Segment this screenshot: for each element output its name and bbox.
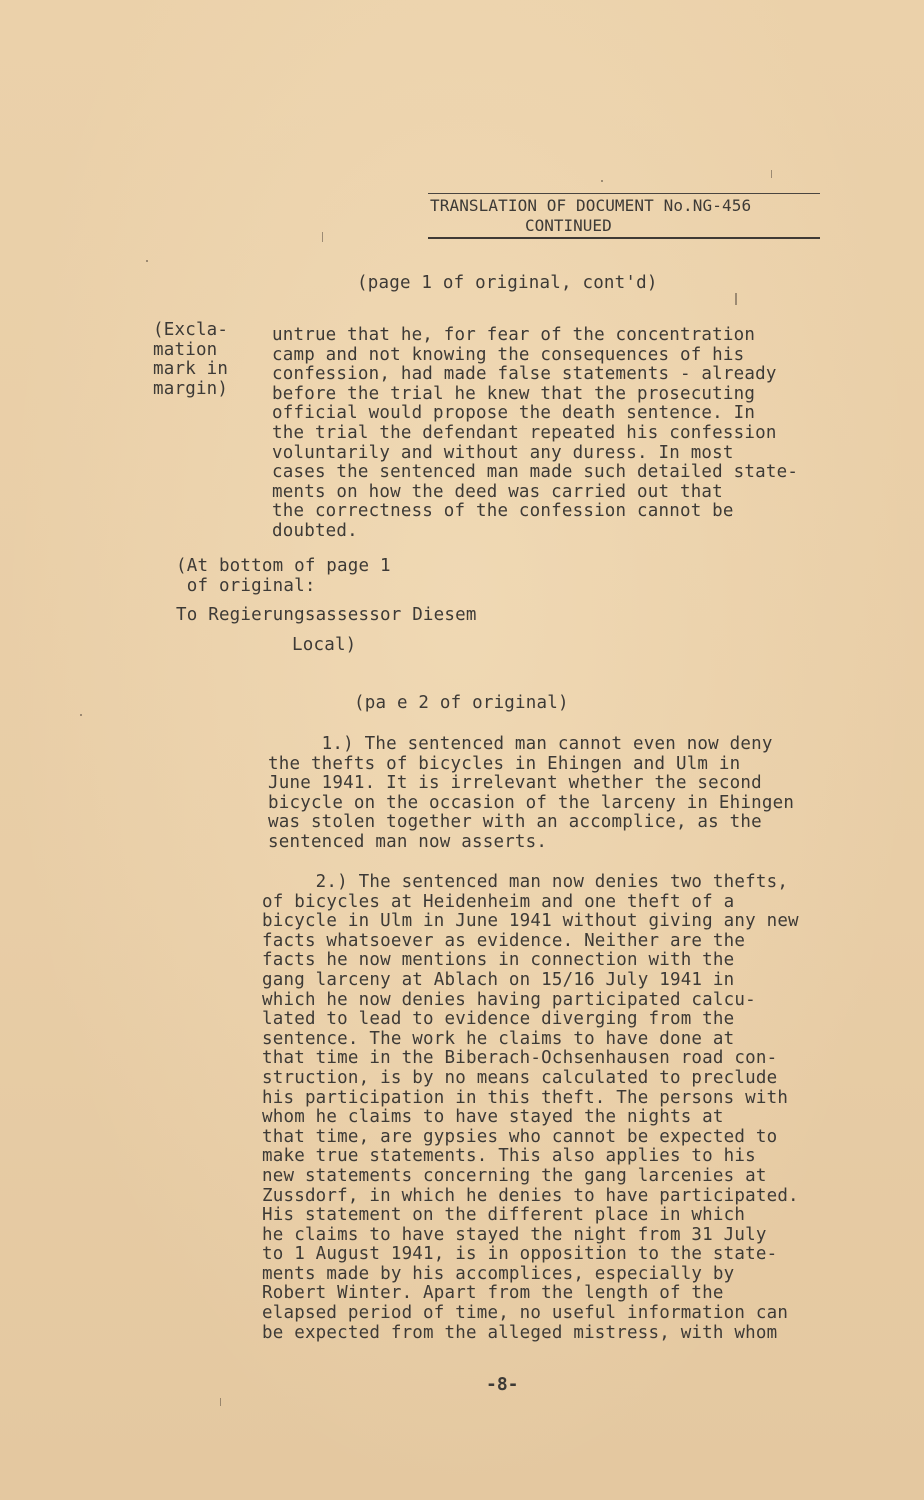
text-line: doubted. bbox=[272, 520, 358, 541]
text-line: Zussdorf, in which he denies to have participated. bbox=[262, 1185, 799, 1206]
document-title: TRANSLATION OF DOCUMENT No.NG-456 bbox=[430, 196, 752, 215]
text-line: new statements concerning the gang larcenies at bbox=[262, 1165, 767, 1186]
text-line: 2.) The sentenced man now denies two thefts, bbox=[262, 872, 789, 892]
section1-paragraph bbox=[272, 326, 798, 542]
text-line: that time in the Biberach-Ochsenhausen road con- bbox=[262, 1048, 778, 1069]
section1-heading: (page 1 of original, cont'd) bbox=[357, 273, 658, 293]
paper-speck bbox=[146, 260, 148, 262]
text-line: be expected from the alleged mistress, with whom bbox=[262, 1322, 778, 1343]
text-line: 1.) The sentenced man cannot even now deny bbox=[268, 734, 773, 754]
text-line: confession, had made false statements - already bbox=[272, 364, 777, 385]
text-line: lated to lead to evidence diverging from the bbox=[262, 1009, 735, 1030]
text-line: to 1 August 1941, is in opposition to the state- bbox=[262, 1244, 778, 1265]
text-line: bicycle on the occasion of the larceny in Ehingen bbox=[268, 792, 795, 813]
text-line: that time, are gypsies who cannot be expected to bbox=[262, 1126, 778, 1147]
section2-paragraph-2 bbox=[262, 873, 799, 1343]
bottom-note bbox=[176, 557, 391, 596]
header-rule-top bbox=[428, 193, 820, 194]
text-line: facts whatsoever as evidence. Neither are the bbox=[262, 930, 746, 951]
text-line: ments on how the deed was carried out that bbox=[272, 481, 723, 502]
text-line: his participation in this theft. The persons with bbox=[262, 1087, 789, 1108]
text-line: which he now denies having participated calcu- bbox=[262, 989, 756, 1010]
addressee-local: Local) bbox=[292, 635, 357, 655]
text-line: whom he claims to have stayed the nights at bbox=[262, 1107, 724, 1128]
page-number: -8- bbox=[486, 1374, 519, 1395]
text-line: he claims to have stayed the night from 31 July bbox=[262, 1224, 767, 1245]
text-line: the trial the defendant repeated his confession bbox=[272, 422, 777, 443]
text-line: camp and not knowing the consequences of his bbox=[272, 344, 745, 365]
text-line: elapsed period of time, no useful information can bbox=[262, 1303, 789, 1324]
margin-note-line: mation bbox=[153, 339, 218, 360]
addressee: To Regierungsassessor Diesem bbox=[176, 605, 477, 625]
margin-note bbox=[153, 321, 228, 399]
header-rule-bottom bbox=[428, 237, 820, 239]
margin-note-line: mark in bbox=[153, 359, 229, 380]
text-line: untrue that he, for fear of the concentration bbox=[272, 325, 756, 345]
text-line: struction, is by no means calculated to preclude bbox=[262, 1067, 778, 1088]
text-line: the thefts of bicycles in Ehingen and Ulm in bbox=[268, 753, 741, 774]
text-line: June 1941. It is irrelevant whether the second bbox=[268, 773, 762, 794]
text-line: facts he now mentions in connection with the bbox=[262, 950, 735, 971]
paper-speck bbox=[322, 232, 323, 242]
text-line: cases the sentenced man made such detailed state- bbox=[272, 462, 799, 483]
text-line: was stolen together with an accomplice, as the bbox=[268, 812, 762, 833]
section2-heading: (pa e 2 of original) bbox=[354, 693, 569, 713]
text-line: ments made by his accomplices, especially by bbox=[262, 1263, 735, 1284]
text-line: official would propose the death sentence. In bbox=[272, 403, 756, 424]
paper-speck bbox=[220, 1398, 221, 1406]
text-line: the correctness of the confession cannot be bbox=[272, 501, 734, 522]
paper-speck bbox=[735, 293, 737, 305]
text-line: His statement on the different place in which bbox=[262, 1205, 746, 1226]
text-line: make true statements. This also applies to his bbox=[262, 1146, 756, 1167]
text-line: sentenced man now asserts. bbox=[268, 831, 548, 852]
text-line: of bicycles at Heidenheim and one theft of a bbox=[262, 891, 735, 912]
paper-speck bbox=[80, 714, 82, 716]
text-line: bicycle in Ulm in June 1941 without giving any new bbox=[262, 911, 799, 932]
document-subtitle: CONTINUED bbox=[525, 216, 612, 235]
margin-note-line: margin) bbox=[153, 378, 229, 399]
bottom-note-line: of original: bbox=[176, 575, 316, 596]
text-line: sentence. The work he claims to have done at bbox=[262, 1028, 735, 1049]
bottom-note-line: (At bottom of page 1 bbox=[176, 556, 391, 576]
text-line: gang larceny at Ablach on 15/16 July 1941 in bbox=[262, 969, 735, 990]
paper-speck bbox=[771, 170, 772, 178]
section2-paragraph-1 bbox=[268, 735, 794, 853]
text-line: before the trial he knew that the prosecuting bbox=[272, 383, 756, 404]
paper-speck bbox=[601, 180, 603, 182]
text-line: Robert Winter. Apart from the length of the bbox=[262, 1283, 724, 1304]
text-line: voluntarily and without any duress. In most bbox=[272, 442, 734, 463]
margin-note-line: (Excla- bbox=[153, 320, 229, 340]
